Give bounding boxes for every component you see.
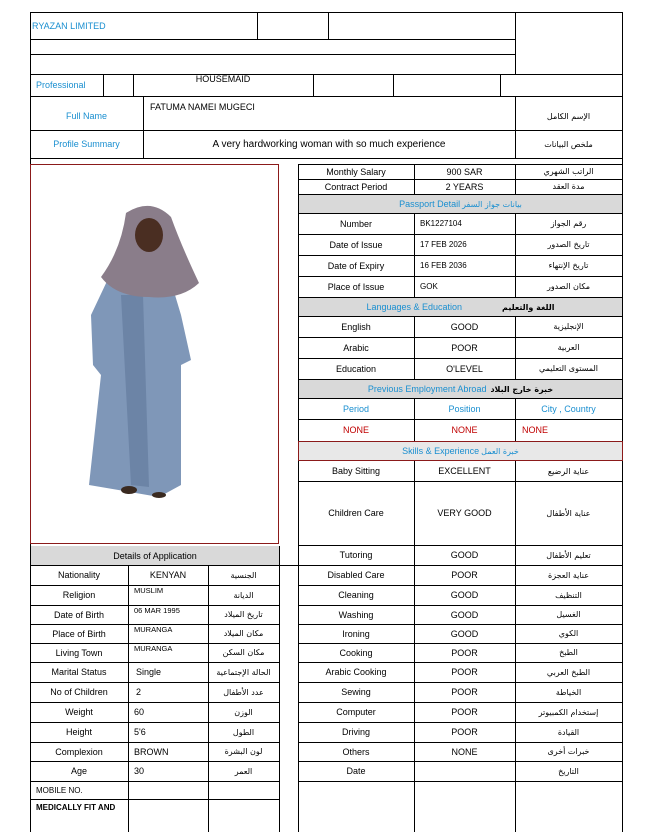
period-ar: مدة العقد: [552, 182, 585, 191]
skill-value: POOR: [451, 687, 478, 697]
arabic-label: Arabic: [343, 342, 369, 353]
category-label: Professional: [36, 80, 86, 90]
skill-value: [414, 761, 515, 781]
summary-value: A very hardworking woman with so much experience: [212, 138, 446, 150]
employment-col-position: Position: [448, 403, 481, 414]
skill-ar: خبرات أخرى: [547, 747, 590, 756]
skill-label: Date: [346, 766, 366, 776]
skill-value: GOOD: [450, 628, 479, 639]
job-title: HOUSEMAID: [195, 74, 251, 84]
english-ar: الإنجليزية: [553, 322, 584, 331]
app-label: Weight: [65, 707, 93, 717]
skill-label: Ironing: [342, 628, 370, 639]
skill-label: Disabled Care: [327, 570, 385, 580]
app-value: BROWN: [134, 746, 169, 757]
arabic-ar: العربية: [557, 343, 580, 352]
candidate-photo: [30, 164, 279, 544]
summary-ar: ملخص البيانات: [544, 139, 593, 149]
period-value: 2 YEARS: [445, 181, 484, 192]
education-value: O'LEVEL: [446, 363, 483, 374]
issue-date-ar: تاريخ الصدور: [547, 240, 590, 249]
app-value: 30: [134, 766, 145, 776]
employment-title: Previous Employment Abroad: [367, 384, 487, 394]
education-label: Education: [335, 363, 377, 374]
period-label: Contract Period: [324, 181, 388, 192]
app-ar: الديانة: [233, 590, 254, 600]
expiry-date-ar: تاريخ الإنتهاء: [548, 261, 589, 270]
issue-date-label: Date of Issue: [329, 239, 383, 250]
app-value: 2: [136, 687, 142, 697]
app-value: KENYAN: [149, 570, 187, 580]
skill-ar: إستخدام الكمبيوتر: [538, 707, 599, 717]
app-value: MUSLIM: [134, 585, 164, 595]
skill-value: GOOD: [450, 609, 479, 620]
employment-col-city: City , Country: [541, 403, 596, 414]
summary-label: Profile Summary: [53, 139, 120, 149]
person-figure: [31, 165, 278, 543]
app-ar: الطول: [232, 727, 255, 737]
languages-title: Languages & Education: [366, 302, 463, 312]
skill-ar: تعليم الأطفال: [546, 550, 591, 560]
app-ar: مكان السكن: [222, 648, 265, 657]
skill-ar: الطبخ العربي: [546, 667, 591, 677]
skill-label: Children Care: [328, 508, 384, 518]
full-name-value: FATUMA NAMEI MUGECI: [150, 102, 255, 112]
app-ar: الجنسية: [230, 570, 257, 580]
issue-place-label: Place of Issue: [327, 281, 385, 292]
skill-value: VERY GOOD: [437, 508, 492, 518]
app-value: 06 MAR 1995: [134, 605, 180, 615]
english-label: English: [341, 321, 371, 332]
skills-header: [298, 441, 623, 461]
app-ar: عدد الأطفال: [223, 687, 264, 697]
medical-label: MEDICALLY FIT AND: [36, 802, 116, 812]
passport-number-label: Number: [339, 218, 372, 229]
app-label: Nationality: [57, 570, 101, 580]
app-label: No of Children: [50, 687, 108, 697]
skill-ar: الكوي: [558, 629, 579, 638]
skill-ar: عناية الأطفال: [546, 508, 591, 518]
cv-sheet: [30, 12, 623, 832]
skill-label: Others: [342, 746, 370, 757]
employment-title-ar: خبرة خارج البلاد: [490, 384, 554, 394]
skills-title: Skills & Experience: [402, 446, 480, 456]
passport-header: [299, 195, 622, 213]
skill-value: POOR: [451, 570, 478, 580]
skill-value: NONE: [451, 746, 478, 757]
english-value: GOOD: [450, 321, 479, 332]
skill-ar: عناية الرضيع: [547, 466, 590, 476]
app-label: Age: [70, 766, 87, 776]
skill-value: POOR: [451, 647, 478, 658]
expiry-date-value: 16 FEB 2036: [420, 261, 467, 270]
app-value: 60: [134, 707, 145, 717]
skill-label: Cooking: [339, 647, 373, 658]
skill-ar: الخياطة: [555, 687, 582, 697]
skill-label: Cleaning: [338, 590, 374, 600]
salary-value: 900 SAR: [446, 166, 483, 177]
issue-date-value: 17 FEB 2026: [420, 240, 467, 249]
skill-ar: الطبخ: [559, 648, 578, 657]
app-label: Place of Birth: [52, 628, 106, 639]
languages-title-ar: اللغة والتعليم: [502, 302, 555, 312]
skill-ar: عناية العجزة: [548, 570, 589, 580]
salary-ar: الراتب الشهري: [543, 167, 594, 176]
app-ar: لون البشرة: [224, 747, 263, 756]
skill-value: GOOD: [450, 550, 479, 560]
employment-position-value: NONE: [451, 425, 478, 435]
app-ar: مكان الميلاد: [223, 629, 264, 638]
full-name-ar: الإسم الكامل: [546, 111, 591, 121]
skill-label: Sewing: [341, 687, 371, 697]
skills-title-ar: خبرة العمل: [481, 446, 519, 456]
app-label: Date of Birth: [53, 609, 105, 620]
employment-col-period: Period: [342, 403, 369, 414]
mobile-label: MOBILE NO.: [36, 785, 83, 795]
app-value: 5'6: [134, 727, 146, 737]
app-value: MURANGA: [134, 643, 173, 653]
skill-label: Driving: [341, 727, 370, 737]
skill-ar: التاريخ: [558, 766, 579, 776]
passport-title-ar: بيانات جواز السفر: [462, 199, 522, 209]
app-label: Religion: [62, 590, 96, 600]
skill-value: EXCELLENT: [438, 466, 491, 476]
app-ar: تاريخ الميلاد: [224, 610, 263, 619]
application-header: Details of Application: [31, 546, 279, 565]
app-ar: الحالة الإجتماعية: [216, 667, 271, 677]
company-name: RYAZAN LIMITED: [32, 21, 106, 31]
app-label: Complexion: [55, 746, 103, 757]
app-ar: العمر: [234, 766, 253, 776]
education-ar: المستوى التعليمي: [538, 364, 599, 373]
skill-ar: الغسيل: [556, 610, 581, 619]
app-ar: الوزن: [234, 707, 253, 717]
passport-number-value: BK1227104: [420, 219, 462, 228]
app-label: Living Town: [55, 647, 103, 658]
skill-label: Computer: [336, 707, 376, 717]
skill-value: POOR: [451, 667, 478, 677]
skill-value: POOR: [451, 727, 478, 737]
arabic-value: POOR: [451, 342, 478, 353]
expiry-date-label: Date of Expiry: [327, 260, 385, 271]
skill-label: Baby Sitting: [331, 466, 381, 476]
skill-label: Arabic Cooking: [325, 667, 387, 677]
issue-place-value: GOK: [420, 282, 438, 291]
issue-place-ar: مكان الصدور: [546, 282, 591, 291]
app-value: MURANGA: [134, 624, 173, 634]
skill-ar: التنظيف: [555, 590, 582, 600]
employment-city-value: NONE: [522, 425, 549, 435]
app-label: Marital Status: [51, 667, 107, 677]
languages-header: [299, 298, 622, 316]
passport-title: Passport Detail: [399, 199, 461, 209]
passport-number-ar: رقم الجواز: [550, 219, 587, 228]
employment-period-value: NONE: [342, 425, 369, 435]
full-name-label: Full Name: [65, 111, 107, 121]
app-value: Single: [136, 667, 162, 677]
skill-ar: القيادة: [557, 727, 580, 737]
skill-label: Tutoring: [339, 550, 373, 560]
skill-value: POOR: [451, 707, 478, 717]
skill-value: GOOD: [450, 590, 479, 600]
skill-label: Washing: [338, 609, 374, 620]
app-label: Height: [65, 727, 92, 737]
employment-header: [299, 380, 622, 398]
salary-label: Monthly Salary: [326, 166, 386, 177]
